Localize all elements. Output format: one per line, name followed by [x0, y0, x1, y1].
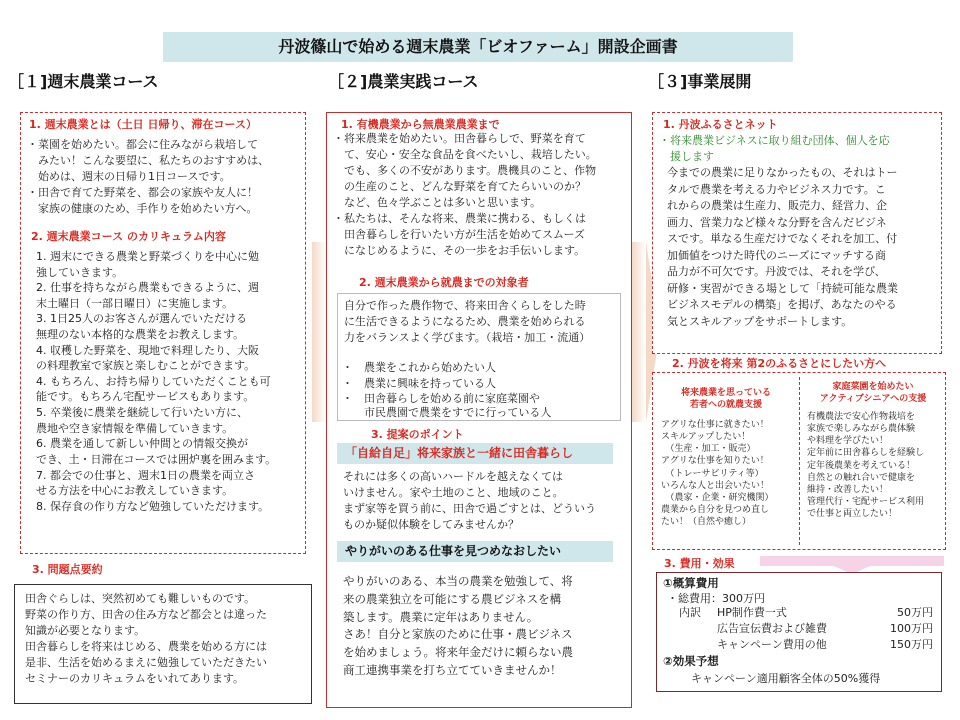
problem-summary-body: 田舎ぐらしは、突然初めても難しいものです。 野菜の作り方、田舎の住み方など都会とは違った 知識が必要となります。 田舎暮らしを将来はじめる、農業を始める方には 是非、生活を始めるまえに勉強していただきたい セミナーのカリキュラムをいれてあります。 — [25, 592, 267, 685]
column-heading-practice-course: ［２]農業実践コース — [328, 72, 479, 91]
section-body: ・菜園を始めたい。都会に住みながら栽培して みたい！こんな要望に、私たちのおすすめは、 始めは、週末の日帰り1日コースです。 ・田舎で育てた野菜を、都会の家族や友人に！ 家族の健康のため、手作りを始めたい方へ。 — [27, 138, 270, 215]
divider — [799, 377, 800, 545]
target-list-item: ・ 農業に興味を持っている人 — [342, 377, 496, 390]
section-title: 3. 提案のポイント — [371, 428, 464, 441]
section-title: 1. 丹波ふるさとネット — [663, 118, 778, 131]
effect-heading: ②効果予想 — [663, 654, 719, 668]
cost-row — [717, 637, 933, 653]
column-heading-business: ［３]事業展開 — [648, 72, 752, 91]
cost-item: HP制作費一式 — [717, 606, 787, 619]
section-title: 1. 有機農業から無農業農業まで — [341, 118, 500, 131]
cost-amount: 100万円 — [890, 622, 933, 635]
flow-arrow — [632, 242, 646, 422]
cost-breakdown-label: 内訳 — [679, 606, 701, 619]
problem-summary-panel — [14, 584, 312, 704]
section-body: 今までの農業に足りなかったもの、それはトー タルで農業を考える力やビジネス力です。こ れからの農業は生産力、販売力、経営力、企 画力、営業力など様々な分野を含んだビジネ スです。単なる生産だけでなくそれを加工、付 加価値をつけた時代のニーズにマッチする商 品力が不可欠です。丹波では、それを学び、 研修・実習ができる場として「持続可能な農業 ビジネスモデルの構築」を掲げ、あなたのやる 気とスキルアップをサポートします。 — [667, 166, 898, 328]
proposal-point-body: やりがいのある、本当の農業を勉強して、将 来の農業独立を可能にする農ビジネスを構 築します。農業に定年はありません。 さあ！自分と家族のために仕事・農ビジネス を始めましょう。将来年金だけに頼らない農 商工連携事業を打ち立てていきませんか！ — [343, 574, 573, 678]
cost-item: 広告宣伝費および雑費 — [717, 622, 827, 635]
support-body: 有機農法で安心作物栽培を 家族で楽しみながら農体験 や料理を学びたい！ 定年前に田舎暮らしを経験し 定年後農業を考えている！ 自然との触れ合いで健康を 維持・改善したい！ 管理代行・宅配サービス利用 で仕事と両立したい！ — [807, 412, 925, 520]
flow-arrow — [312, 242, 326, 422]
proposal-point-heading: やりがいのある仕事を見つめなおしたい — [337, 541, 613, 562]
target-audience-body: 自分で作った農作物で、将来田舎くらしをした時 に生活できるようになるため、農業を始められる 力をバランスよく学びます。（栽培・加工・流通） — [344, 299, 591, 344]
section-title: 2. 週末農業から就農までの対象者 — [359, 276, 529, 289]
effect-body: キャンペーン適用顧客全体の50%獲得 — [691, 672, 881, 685]
section-title: 2. 丹波を将来 第2のふるさとにしたい方へ — [672, 357, 887, 370]
section-body: ・将来農業を始めたい。田舎暮らしで、野菜を育て て、安心・安全な食品を食べたいし、栽培したい。 でも、多くの不安があります。農機具のこと、作物 の生産のこと、どんな野菜を育てたらいいのか？ など、色々学ぶことは多いと思います。 ・私たちは、そんな将来、農業に携わる、もしくは 田舎暮らしを行いたい方が生活を始めてスムーズ になじめるように、その一歩をお手伝いします。 — [333, 132, 597, 257]
column-heading-weekend-course: ［１]週末農業コース — [8, 72, 159, 91]
cost-row — [717, 605, 933, 621]
support-body: アグリな仕事に就きたい！ スキルアップしたい！ （生産・加工・販売） アグリな仕事を知りたい！ （トレーサビリティ等） いろんな人と出会いたい！ （農家・企業・研究機関） 農業から自分を見つめ直し たい！（自然や癒し） — [661, 420, 774, 528]
section-highlight: ・将来農業ビジネスに取り組む団体、個人を応 援します — [659, 134, 890, 163]
cost-amount: 150万円 — [890, 638, 933, 651]
cost-heading: ①概算費用 — [663, 576, 719, 590]
support-heading: 家庭菜園を始めたい アクティブシニアへの支援 — [819, 382, 927, 405]
proposal-point-body: それには多くの高いハードルを越えなくては いけません。家や土地のこと、地域のこと。 まず家等を買う前に、田舎で過ごすとは、どういう ものか疑似体験をしてみませんか？ — [343, 470, 596, 531]
cost-amount: 50万円 — [897, 606, 933, 619]
page-title: 丹波篠山で始める週末農業「ビオファーム」開設企画書 — [163, 32, 793, 62]
cost-total: ・総費用：300万円 — [667, 592, 765, 605]
section-title: 2. 週末農業コース のカリキュラム内容 — [31, 230, 226, 243]
support-panel — [652, 372, 946, 550]
support-heading: 将来農業を思っている 若者への就農支援 — [680, 388, 771, 411]
cost-item: キャンペーン費用の他 — [717, 638, 827, 651]
section-title: 3. 費用・効果 — [664, 557, 735, 570]
proposal-point-heading: 「自給自足」将来家族と一緒に田舎暮らし — [337, 443, 613, 464]
target-list-item: ・ 農業をこれから始めたい人 — [342, 361, 496, 374]
cost-panel — [656, 572, 942, 692]
cost-row — [717, 621, 933, 637]
pink-arrow — [760, 556, 944, 566]
target-audience-box — [337, 293, 621, 421]
section-title: 1. 週末農業とは（土日 日帰り、滞在コース） — [29, 118, 257, 131]
target-list-item: ・ 田舎暮らしを始める前に家庭菜園や 市民農園で農業をすでに行っている人 — [342, 392, 552, 420]
curriculum-body: 1. 週末にできる農業と野菜づくりを中心に勉 強していきます。 2. 仕事を持ちながら農業もできるように、週 末土曜日（一部日曜日）に実施します。 3. 1日25人のお客さんが選んでいただける 無理のない本格的な農業をお教えします。 4. 収穫した野菜を、現地で料理したり、大阪 の料理教室で家族と楽しむことができます。 4. もちろん、お持ち帰りしていただくことも可 能です。もちろん宅配サービスもあります。 5. 卒業後に農業を継続して行いたい方に、 農地や空き家情報を準備していきます。 6. 農業を通して新しい仲間との情報交換が でき、土・日滞在コースでは囲炉裏を囲みます。 7. 都会での仕事と、週末1日の農業を両立さ せる方法を中心にお教えしていきます。 8. 保存食の作り方など勉強していただけます。 — [35, 250, 277, 513]
problem-summary-title: 3. 問題点要約 — [32, 563, 103, 576]
weekend-course-panel — [20, 112, 306, 554]
tamba-net-panel — [652, 112, 942, 354]
practice-course-panel — [326, 112, 632, 708]
